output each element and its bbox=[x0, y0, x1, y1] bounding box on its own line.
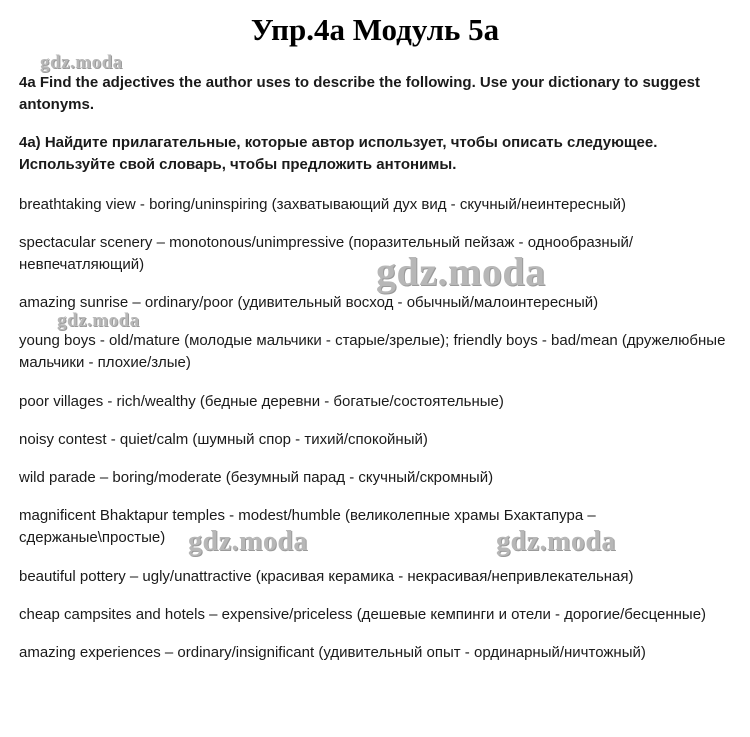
answer-item-4: young boys - old/mature (молодые мальчики - старые/зрелые); friendly boys - bad/mean (дружелюбные мальчики - плохие/злые) bbox=[19, 332, 726, 371]
answer-item-6: noisy contest - quiet/calm (шумный спор - тихий/спокойный) bbox=[19, 431, 428, 448]
answer-item-1: breathtaking view - boring/uninspiring (захватывающий дух вид - скучный/неинтересный) bbox=[19, 196, 626, 213]
watermark-lower-right: gdz.moda bbox=[496, 526, 616, 557]
page-title: Упр.4а Модуль 5а bbox=[250, 12, 500, 47]
watermark-lower-left: gdz.moda bbox=[188, 526, 308, 557]
answer-item-3: amazing sunrise – ordinary/poor (удивительный восход - обычный/малоинтересный) bbox=[19, 294, 599, 311]
answer-item-7: wild parade – boring/moderate (безумный парад - скучный/скромный) bbox=[19, 469, 494, 486]
answer-item-9: beautiful pottery – ugly/unattractive (красивая керамика - некрасивая/непривлекательная) bbox=[19, 568, 634, 585]
answer-item-5: poor villages - rich/wealthy (бедные деревни - богатые/состоятельные) bbox=[19, 393, 504, 410]
answer-item-8: magnificent Bhaktapur temples - modest/humble (великолепные храмы Бхактапура – сдержаные\простые) bbox=[19, 507, 596, 546]
watermark-center: gdz.moda bbox=[376, 249, 546, 294]
task-russian: 4а) Найдите прилагательные, которые автор использует, чтобы описать следующее. Используйте свой словарь, чтобы предложить антонимы. bbox=[19, 134, 658, 173]
watermark-middle-left: gdz.moda bbox=[57, 310, 140, 331]
answer-item-10: cheap campsites and hotels – expensive/priceless (дешевые кемпинги и отели - дорогие/бесценные) bbox=[19, 606, 707, 623]
task-english: 4a Find the adjectives the author uses to describe the following. Use your dictionary to suggest antonyms. bbox=[19, 74, 700, 113]
answer-item-11: amazing experiences – ordinary/insignificant (удивительный опыт - ординарный/ничтожный) bbox=[19, 644, 646, 661]
watermark-top-left: gdz.moda bbox=[40, 52, 123, 73]
answer-item-2: spectacular scenery – monotonous/unimpressive (поразительный пейзаж - однообразный/невпечатляющий) bbox=[19, 234, 634, 273]
